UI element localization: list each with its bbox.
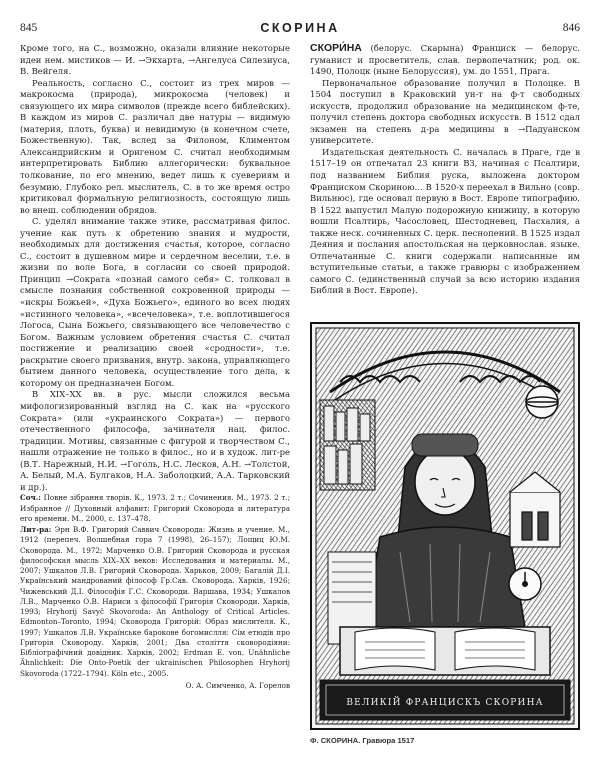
engraving-figure [310, 322, 580, 730]
left-column [20, 43, 290, 691]
paragraph: В XIX–XX вв. в рус. мысли сложился весьма мифологизированный взгляд на С. как на «русского Сократа» (или «украинского Сократа») — первого отечественного философа, зачинателя нац. филос. традиции. Мотивы, связанные с фигурой и творчеством С., нашли отражение не только в филос., но и в худож. лит-ре (В.Т. Нарежный, Н.И. →Гоголь, Н.С. Лесков, А.Н. →Толстой, А. Белый, М.А. Булгаков, Н.А. Заболоцкий, А.А. Тарковский и др.). [20, 389, 290, 492]
page-number-right: 846 [562, 22, 580, 34]
paragraph: Реальность, согласно С., состоит из трех миров — макрокосма (природа), микрокосма (человек) и связующего их мира символов (прежде всего библейских). В каждом из миров С. различал две натуры — видимую (материя, плоть, буква) и невидимую (в конечном счете, Божественную). Так, вслед за Филоном, Климентом Александрийским и Оригеном С. считал необходимым интерпретировать Библию аллегорически: буквальное толкование, по его мнению, ведет лишь к суевериям и безумию. Глубоко рел. мыслитель, С. в то же время остро критиковал формальную религиозность, состоящую лишь во внеш. соблюдении обрядов. [20, 77, 290, 215]
figure-caption: Ф. СКОРИНА. Гравюра 1517 [310, 736, 415, 745]
works-label: Соч.: [20, 493, 41, 503]
works-block [20, 493, 290, 524]
entry-intro-text: (белорус. Скарына) Франциск — белорус. гуманист и просветитель, слав. первопечатник; род. ок. 1490, Полоцк (ныне Белоруссия), ум. до 1551, Прага. [310, 43, 580, 77]
works-text: Повне зібрання творів. К., 1973. 2 т.; Сочинения. М., 1973. 2 т.; Избранное // Духовный алфавит: Григорий Сковорода и литература его времени. М., 2000, с. 137–478. [20, 493, 291, 523]
paragraph: Издательская деятельность С. началась в Праге, где в 1517–19 он отпечатал 23 книги ВЗ, начиная с Псалтири, под названием Библия руска, выложена доктором Франциском Скориною... В 1520-х переехал в Вильно (совр. Вильнюс), где основал первую в Вост. Европе типографию. В 1522 выпустил Малую подорожную книжицу, в которую вошли Псалтирь, Часословец, Шестодневец, Пасхалия, а также неск. сочиненных С. церк. песнопений. В 1525 издал Деяния и послания апостольская на церковнослав. языке. Отпечатанные С. книги содержали написанные им вступительные статьи, а также гравюры с изображением самого С. (единственный случай за всю историю издания Библий в Вост. Европе). [310, 146, 580, 296]
entry-intro [310, 43, 580, 78]
page-number-left: 845 [20, 22, 38, 34]
headword: СКОРИ́НА [310, 42, 362, 54]
running-header [20, 22, 580, 38]
paragraph: Кроме того, на С., возможно, оказали влияние некоторые идеи нем. мистиков — И. →Экхарта, →Ангелуса Силезиуса, В. Вейгеля. [20, 43, 290, 77]
engraving-inscription: ВЕЛИКІЙ ФРАНЦИСКЪ СКОРИНА [346, 698, 544, 708]
literature-label: Лит-ра: [20, 525, 52, 535]
literature-text: Эрн В.Ф. Григорий Саввич Сковорода: Жизнь и учение. М., 1912 (перепеч. Волшебная гора 7 (1998), 26–157); Лощиц Ю.М. Сковорода. М., 1972; Марченко О.В. Григорий Сковорода и русская философская мысль XIX–XX веков: Исследования и материалы. М., 2007; Ушкалов Л.В. Григорий Сковорода. Харьков, 2009; Багалій Д.І. Український мандрований філософ Гр.Сав. Сковорода. Харків, 1926; Чижевський Д.І. Філософія Г.С. Сковороди. Варшава, 1934; Ушкалов Л.В., Марченко О.В. Нариси з філософії Григорія Сковороди. Харків, 1993; Hryhorij Savyč Skovoroda: An Anthology of Critical Articles. Edmonton–Toronto, 1994; Сковорода Григорій: Образ мислителя. К., 1997; Ушкалов Л.В. Українське барокове богомислля: Сім етюдів про Григорія Сковороду. Харків, 2001; Два століття сковородіяни: Бібліографічний довідник. Харків, 2002; Erdman E. von. Unähnliche Ähnlichkeit: Die Onto-Poetik der ukrainischen Philosophen Hryhorij Skovoroda (1722–1794). Köln etc., 2005. [20, 525, 290, 678]
engraving-illustration [310, 322, 580, 730]
paragraph: С. уделял внимание также этике, рассматривая филос. учение как путь к обретению знания и мудрости, необходимых для достижения счастья, которое, согласно С., состоит в душевном мире и сердечном веселии, т.е. в жизни по воле Бога, в согласии со своей природой. Принцип →Сократа «познай самого себя» С. толковал в смысле познания собственной сокровенной природы — «искры Божьей», «Духа Божьего», единого во всех людях «истинного человека», «всечеловека», т.е. воплотившегося Логоса, Сына Божьего, связывающего все человечество с Богом. Важным условием обретения счастья С. считал постижение и реализацию своей «сродности», т.е. раскрытие своего призвания, внутр. закона, управляющего бытием данного человека, осуществление того дела, к которому он предназначен Богом. [20, 216, 290, 388]
literature-block [20, 525, 290, 679]
right-column [310, 43, 580, 297]
author-signature: О. А. Симченко, А. Горелов [185, 680, 290, 690]
running-title: СКОРИНА [260, 21, 340, 35]
paragraph: Первоначальное образование получил в Полоцке. В 1504 поступил в Краковский ун-т на ф-т свободных искусств, продолжил образование на медицинском ф-те, получил степень доктора свободных искусств. В 1512 сдал экзамен на степень д-ра медицины в →Падуанском университете. [310, 77, 580, 146]
